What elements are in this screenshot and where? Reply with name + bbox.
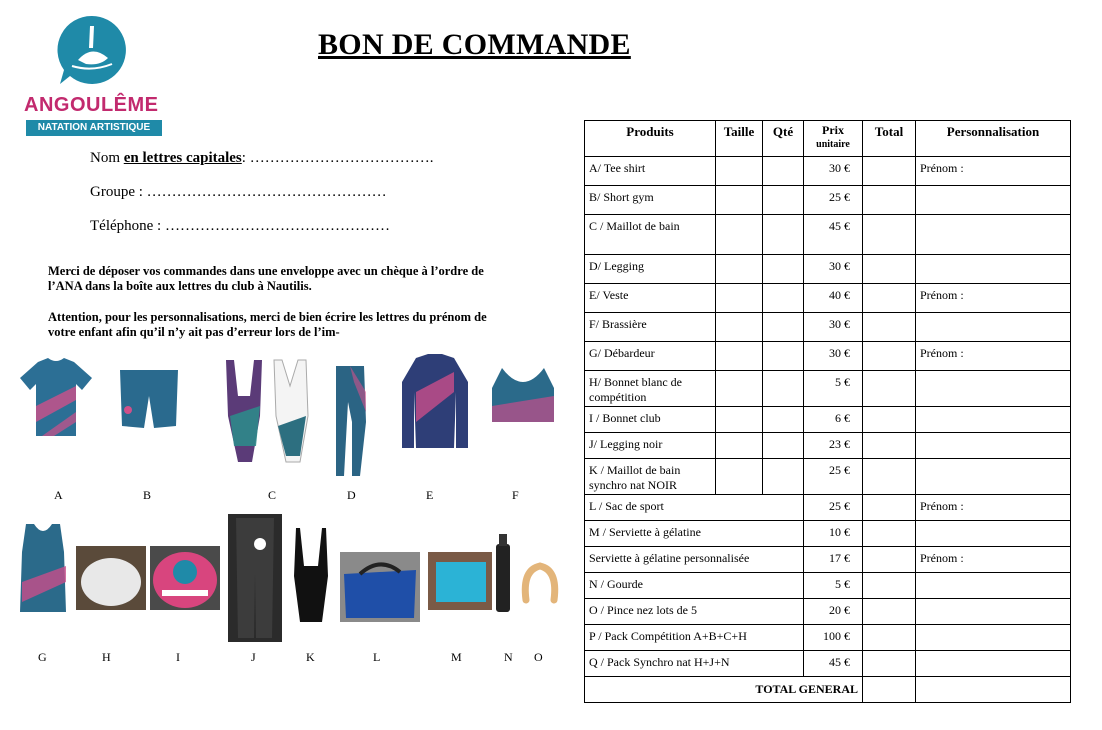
product-label-l: L [373,650,381,664]
logo-subtitle: NATATION ARTISTIQUE [26,120,162,136]
product-label-m: M [451,650,462,664]
size-cell[interactable] [716,342,763,371]
personalisation-cell[interactable]: Prénom : [916,547,1071,573]
size-cell[interactable] [716,459,763,495]
product-label-h: H [102,650,111,664]
unit-price-cell: 20 € [804,599,863,625]
product-label-d: D [347,488,356,502]
table-row [585,342,1071,371]
product-label-n: N [504,650,513,664]
row-total-cell[interactable] [863,459,916,495]
unit-price-cell: 45 € [804,651,863,677]
personalisation-cell[interactable]: Prénom : [916,342,1071,371]
product-label-e: E [426,488,434,502]
phone-field[interactable]: Téléphone : ……………………………………… [90,218,390,234]
product-name-cell: J/ Legging noir [585,433,716,459]
size-cell[interactable] [716,157,763,186]
club-cap-image [150,546,220,610]
table-row [585,573,1071,599]
row-total-cell[interactable] [863,371,916,407]
unit-price-cell: 45 € [804,215,863,255]
personalisation-cell[interactable] [916,255,1071,284]
unit-price-cell: 17 € [804,547,863,573]
bottle-image [492,534,514,614]
table-row [585,547,1071,573]
unit-price-cell: 25 € [804,495,863,521]
quantity-cell[interactable] [763,215,804,255]
sport-bag-image [340,552,420,622]
size-cell[interactable] [716,284,763,313]
personalisation-cell[interactable] [916,433,1071,459]
row-total-cell[interactable] [863,313,916,342]
table-row [585,625,1071,651]
unit-price-cell: 5 € [804,371,863,407]
product-name-cell: H/ Bonnet blanc de compétition [585,371,716,407]
quantity-cell[interactable] [763,371,804,407]
quantity-cell[interactable] [763,313,804,342]
table-row [585,521,1071,547]
quantity-cell[interactable] [763,157,804,186]
header-produits: Produits [585,121,716,157]
total-label: TOTAL GENERAL [585,677,863,703]
size-cell[interactable] [716,313,763,342]
header-taille: Taille [716,121,763,157]
unit-price-cell: 10 € [804,521,863,547]
unit-price-cell: 23 € [804,433,863,459]
personalisation-cell[interactable] [916,313,1071,342]
product-label-a: A [54,488,63,502]
personalisation-cell[interactable] [916,651,1071,677]
header-qte: Qté [763,121,804,157]
unit-price-cell: 100 € [804,625,863,651]
unit-price-cell: 30 € [804,157,863,186]
table-row [585,459,1071,495]
personalisation-cell[interactable] [916,459,1071,495]
product-name-cell: F/ Brassière [585,313,716,342]
table-row [585,215,1071,255]
personalisation-cell[interactable] [916,371,1071,407]
quantity-cell[interactable] [763,186,804,215]
personalisation-cell[interactable]: Prénom : [916,495,1071,521]
table-row [585,186,1071,215]
table-row [585,255,1071,284]
white-cap-image [76,546,146,610]
bra-top-image [488,366,558,432]
personalisation-cell[interactable] [916,521,1071,547]
header-prix-sub: unitaire [816,139,850,150]
header-total: Total [863,121,916,157]
row-total-cell[interactable] [863,651,916,677]
quantity-cell[interactable] [763,342,804,371]
quantity-cell[interactable] [763,284,804,313]
personalisation-cell[interactable] [916,215,1071,255]
size-cell[interactable] [716,407,763,433]
product-name-cell: G/ Débardeur [585,342,716,371]
product-name-cell: D/ Legging [585,255,716,284]
product-label-g: G [38,650,47,664]
product-name-cell: I / Bonnet club [585,407,716,433]
table-row [585,599,1071,625]
order-table [584,120,1071,703]
product-name-cell: O / Pince nez lots de 5 [585,599,804,625]
quantity-cell[interactable] [763,255,804,284]
size-cell[interactable] [716,186,763,215]
logo-name: ANGOULÊME [24,94,159,116]
personalisation-note: Attention, pour les personnalisations, merci de bien écrire les lettres du prénom de votre enfant afin qu’il n’y ait pas d’erreur lors de l’im- [48,310,487,339]
product-name-cell: Q / Pack Synchro nat H+J+N [585,651,804,677]
black-legging-image [228,514,282,642]
personalisation-cell[interactable] [916,186,1071,215]
row-total-cell[interactable] [863,547,916,573]
name-prefix: Nom [90,150,124,166]
table-row [585,313,1071,342]
product-name-cell: E/ Veste [585,284,716,313]
product-name-cell: M / Serviette à gélatine [585,521,804,547]
tshirt-image [18,356,94,440]
row-total-cell[interactable] [863,433,916,459]
personalisation-cell[interactable]: Prénom : [916,284,1071,313]
product-name-cell: L / Sac de sport [585,495,804,521]
unit-price-cell: 6 € [804,407,863,433]
table-row [585,284,1071,313]
unit-price-cell: 25 € [804,459,863,495]
header-prix-label: Prix [822,123,844,137]
row-total-cell[interactable] [863,495,916,521]
jacket-image [398,352,472,452]
name-emphasis: en lettres capitales [123,150,242,166]
personalisation-cell[interactable] [916,573,1071,599]
personalisation-cell[interactable] [916,625,1071,651]
unit-price-cell: 40 € [804,284,863,313]
size-cell[interactable] [716,215,763,255]
row-total-cell[interactable] [863,342,916,371]
product-label-j: J [251,650,256,664]
product-label-b: B [143,488,152,502]
personalisation-cell[interactable] [916,599,1071,625]
row-total-cell[interactable] [863,284,916,313]
row-total-cell[interactable] [863,407,916,433]
table-row [585,371,1071,407]
total-empty-cell [916,677,1071,703]
short-image [114,366,184,436]
table-row [585,651,1071,677]
row-total-cell[interactable] [863,625,916,651]
legging-image [330,362,370,480]
row-total-cell[interactable] [863,157,916,186]
quantity-cell[interactable] [763,459,804,495]
swimsuit-image [220,356,316,468]
header-prix [804,121,863,157]
personalisation-cell[interactable] [916,407,1071,433]
tank-top-image [16,522,70,616]
nose-clip-image [518,560,562,610]
product-name-cell: Serviette à gélatine personnalisée [585,547,804,573]
product-name-cell: A/ Tee shirt [585,157,716,186]
product-label-f: F [512,488,519,502]
unit-price-cell: 30 € [804,255,863,284]
unit-price-cell: 25 € [804,186,863,215]
size-cell[interactable] [716,433,763,459]
size-cell[interactable] [716,255,763,284]
unit-price-cell: 30 € [804,342,863,371]
table-row [585,157,1071,186]
group-field[interactable]: Groupe : ………………………………………… [90,184,387,200]
row-total-cell[interactable] [863,186,916,215]
total-general-cell[interactable] [863,677,916,703]
total-row [585,677,1071,703]
row-total-cell[interactable] [863,521,916,547]
product-label-i: I [176,650,180,664]
product-label-k: K [306,650,315,664]
row-total-cell[interactable] [863,573,916,599]
club-logo [24,12,166,140]
personalisation-cell[interactable]: Prénom : [916,157,1071,186]
header-perso: Personnalisation [916,121,1071,157]
logo-bubble-icon [56,14,128,86]
row-total-cell[interactable] [863,599,916,625]
row-total-cell[interactable] [863,255,916,284]
product-name-cell: B/ Short gym [585,186,716,215]
black-swimsuit-image [288,526,334,626]
product-name-cell: C / Maillot de bain [585,215,716,255]
product-name-cell: N / Gourde [585,573,804,599]
table-row [585,433,1071,459]
document-title: BON DE COMMANDE [318,28,631,61]
name-field[interactable] [90,150,433,167]
row-total-cell[interactable] [863,215,916,255]
product-name-cell: P / Pack Compétition A+B+C+H [585,625,804,651]
quantity-cell[interactable] [763,433,804,459]
product-label-o: O [534,650,543,664]
towel-image [428,552,492,610]
name-dots: : ………………………………. [241,150,434,166]
unit-price-cell: 5 € [804,573,863,599]
unit-price-cell: 30 € [804,313,863,342]
product-label-c: C [268,488,277,502]
table-row [585,407,1071,433]
product-name-cell: K / Maillot de bain synchro nat NOIR [585,459,716,495]
deposit-note: Merci de déposer vos commandes dans une enveloppe avec un chèque à l’ordre de l’ANA dans la boîte aux lettres du club à Nautilis. [48,264,484,293]
table-row [585,495,1071,521]
size-cell[interactable] [716,371,763,407]
quantity-cell[interactable] [763,407,804,433]
table-header-row [585,121,1071,157]
